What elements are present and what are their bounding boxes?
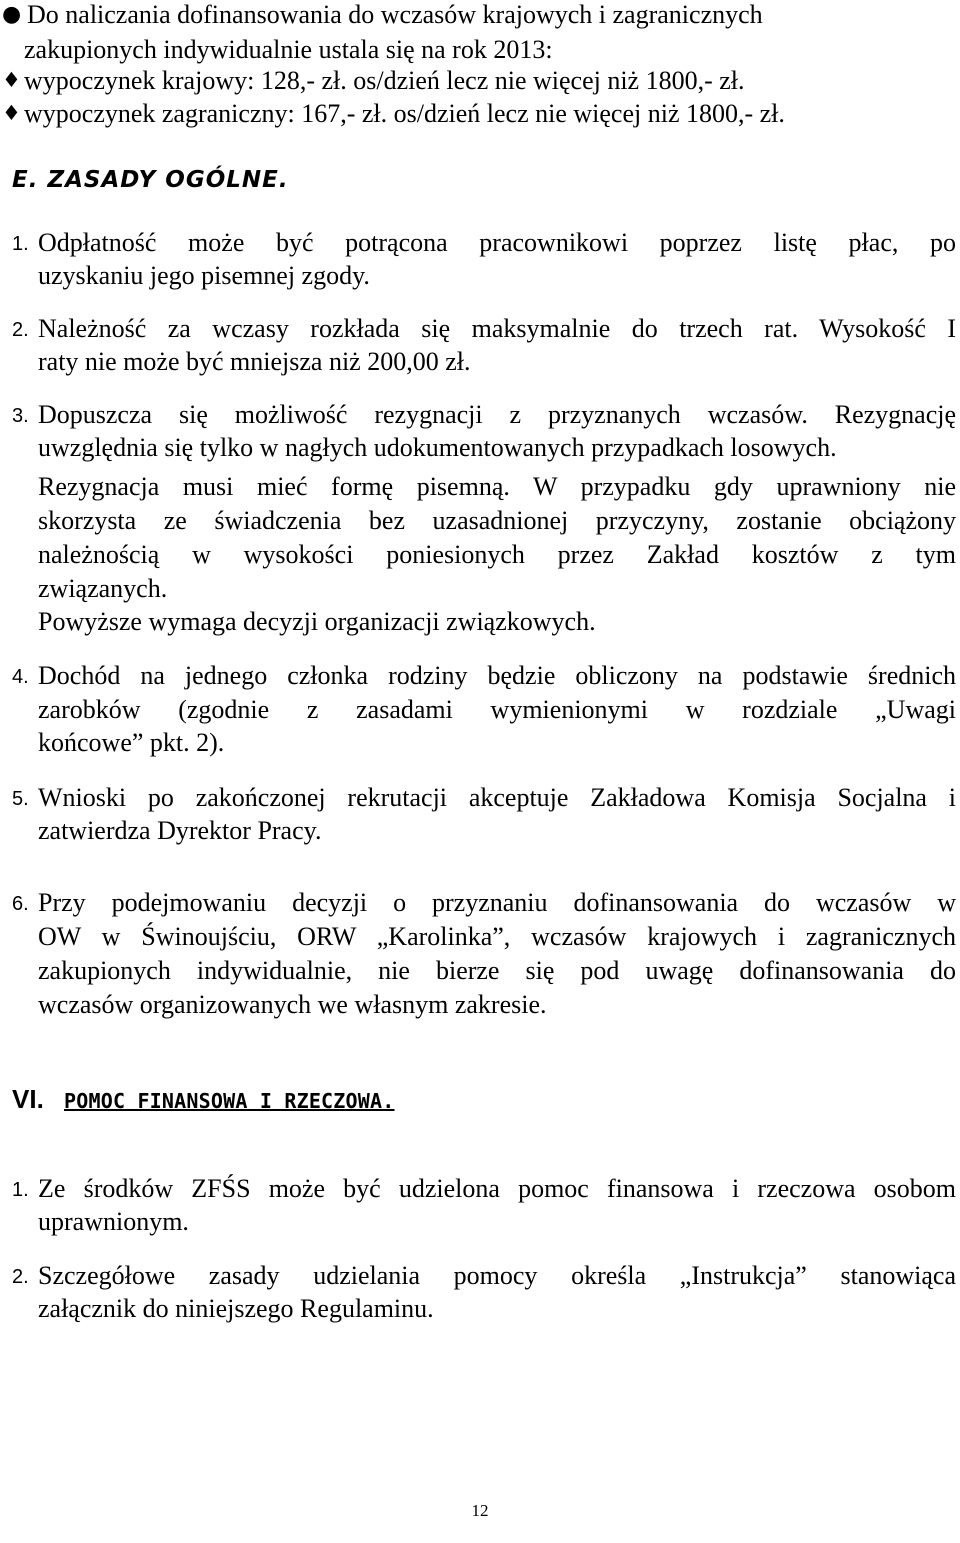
e-item-3-line-6: związanych.	[38, 574, 168, 603]
e-item-2-line-2: raty nie może być mniejsza niż 200,00 zł.	[38, 347, 471, 376]
e-item-2-line-1: Należność za wczasy rozkłada się maksymalnie do trzech rat. Wysokość I	[38, 314, 956, 343]
vi-item-1-number: 1.	[12, 1179, 29, 1201]
e-item-5-number: 5.	[12, 788, 29, 810]
diamond-item-1: wypoczynek krajowy: 128,- zł. os/dzień lecz nie więcej niż 1800,- zł.	[24, 66, 745, 95]
e-item-5-line-2: zatwierdza Dyrektor Pracy.	[38, 816, 322, 845]
e-item-6-line-4: wczasów organizowanych we własnym zakresie.	[38, 990, 547, 1019]
e-item-1-line-1: Odpłatność może być potrącona pracownikowi poprzez listę płac, po	[38, 228, 956, 257]
e-item-3-line-7: Powyższe wymaga decyzji organizacji związkowych.	[38, 607, 596, 636]
intro-line-2: zakupionych indywidualnie ustala się na rok 2013:	[24, 35, 553, 64]
e-item-3-line-1: Dopuszcza się możliwość rezygnacji z przyznanych wczasów. Rezygnację	[38, 400, 956, 429]
e-item-3-line-5: należnością w wysokości poniesionych przez Zakład kosztów z tym	[38, 540, 956, 569]
e-item-3-line-3: Rezygnacja musi mieć formę pisemną. W przypadku gdy uprawniony nie	[38, 472, 956, 501]
e-item-6-line-1: Przy podejmowaniu decyzji o przyznaniu dofinansowania do wczasów w	[38, 888, 956, 917]
e-item-1-number: 1.	[12, 233, 29, 255]
vi-item-2-line-2: załącznik do niniejszego Regulaminu.	[38, 1294, 434, 1323]
e-item-4-number: 4.	[12, 666, 29, 688]
e-item-6-number: 6.	[12, 893, 29, 915]
e-item-3-line-2: uwzględnia się tylko w nagłych udokumentowanych przypadkach losowych.	[38, 433, 837, 462]
section-vi-number: VI.	[12, 1084, 44, 1114]
e-item-6-line-2: OW w Świnoujściu, ORW „Karolinka”, wczasów krajowych i zagranicznych	[38, 922, 956, 951]
e-item-3-line-4: skorzysta ze świadczenia bez uzasadnionej przyczyny, zostanie obciążony	[38, 506, 956, 535]
e-item-3-number: 3.	[12, 405, 29, 427]
vi-item-2-number: 2.	[12, 1266, 29, 1288]
section-e-heading: E. ZASADY OGÓLNE.	[12, 167, 289, 193]
e-item-4-line-2: zarobków (zgodnie z zasadami wymienionymi w rozdziale „Uwagi	[38, 695, 956, 724]
e-item-2-number: 2.	[12, 319, 29, 341]
vi-item-1-line-1: Ze środków ZFŚS może być udzielona pomoc finansowa i rzeczowa osobom	[38, 1174, 956, 1203]
bullet-marker: ●	[2, 2, 22, 27]
diamond-marker-2: ♦	[2, 101, 21, 125]
page-number: 12	[471, 1501, 489, 1520]
vi-item-1-line-2: uprawnionym.	[38, 1207, 189, 1236]
intro-line-1: Do naliczania dofinansowania do wczasów krajowych i zagranicznych	[27, 0, 763, 29]
diamond-marker-1: ♦	[2, 68, 21, 92]
diamond-item-2: wypoczynek zagraniczny: 167,- zł. os/dzień lecz nie więcej niż 1800,- zł.	[24, 99, 785, 128]
e-item-4-line-1: Dochód na jednego członka rodziny będzie obliczony na podstawie średnich	[38, 661, 956, 690]
e-item-1-line-2: uzyskaniu jego pisemnej zgody.	[38, 261, 370, 290]
e-item-5-line-1: Wnioski po zakończonej rekrutacji akceptuje Zakładowa Komisja Socjalna i	[38, 783, 956, 812]
e-item-6-line-3: zakupionych indywidualnie, nie bierze się pod uwagę dofinansowania do	[38, 956, 956, 985]
e-item-4-line-3: końcowe” pkt. 2).	[38, 728, 225, 757]
vi-item-2-line-1: Szczegółowe zasady udzielania pomocy określa „Instrukcja” stanowiąca	[38, 1261, 956, 1290]
section-vi-title: POMOC FINANSOWA I RZECZOWA.	[64, 1089, 395, 1113]
